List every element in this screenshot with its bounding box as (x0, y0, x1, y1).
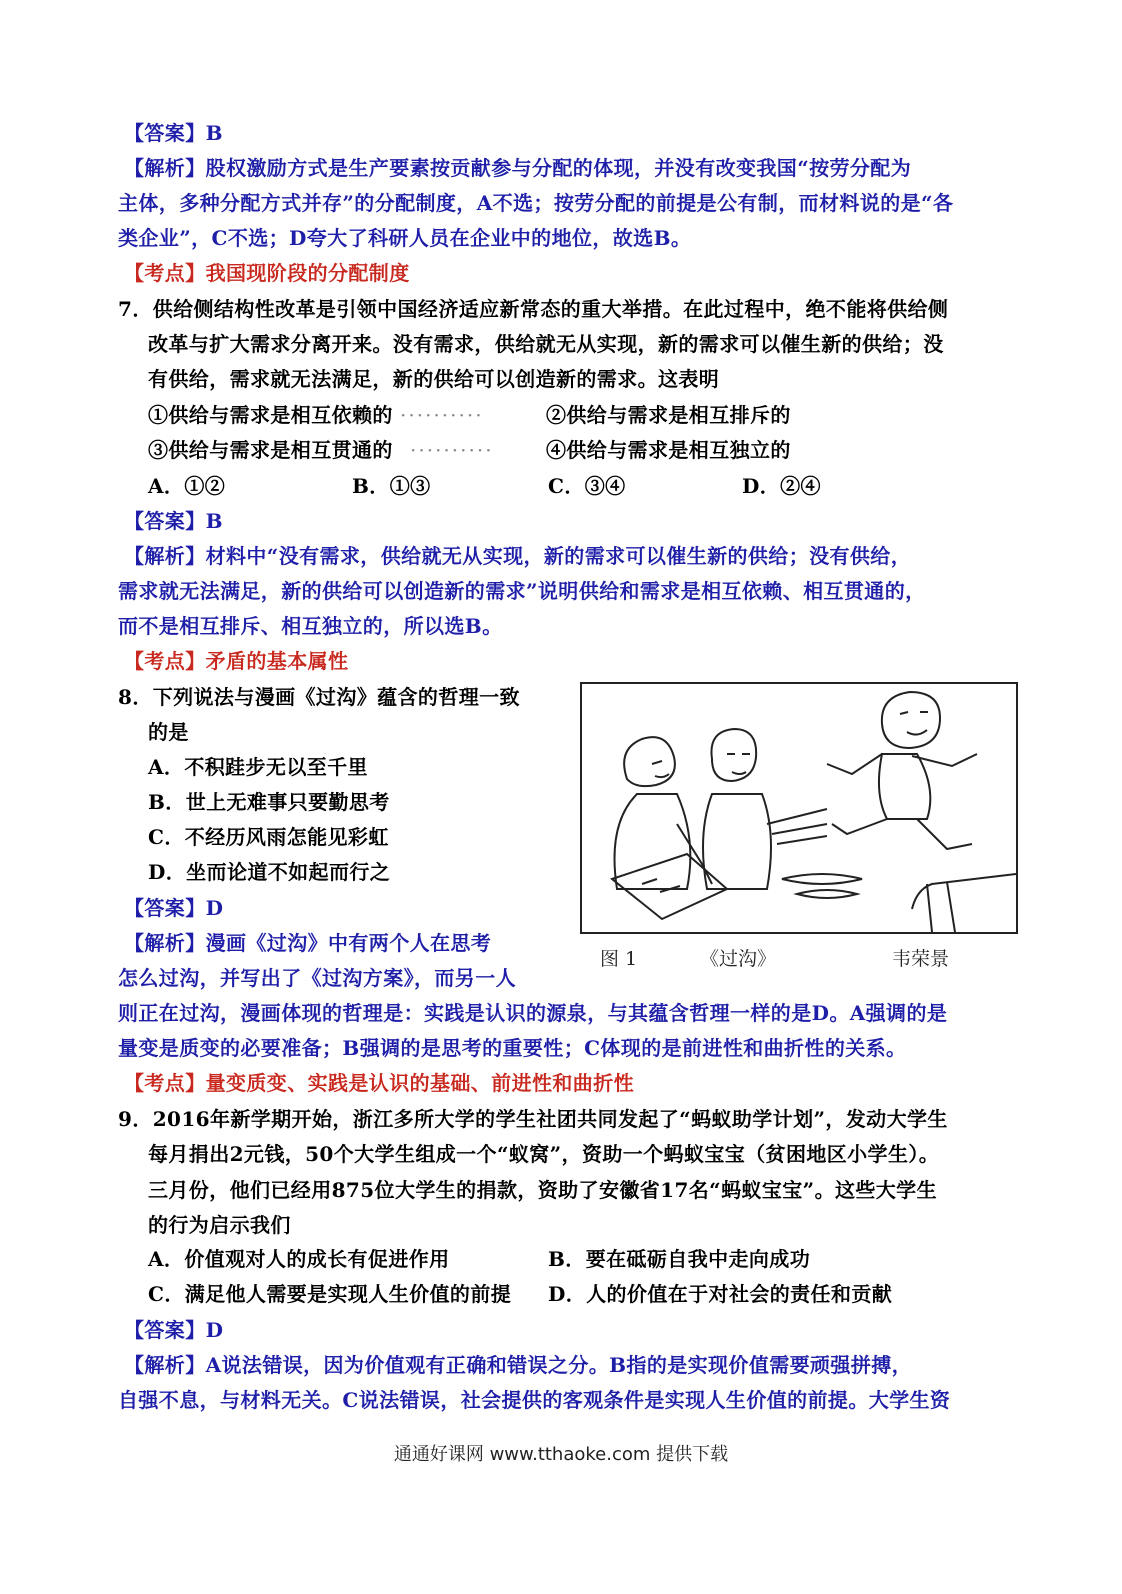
q7-point: 【考点】矛盾的基本属性 (124, 649, 349, 673)
q8-analysis-line-4: 量变是质变的必要准备；B强调的是思考的重要性；C体现的是前进性和曲折性的关系。 (118, 1036, 907, 1060)
q7-option-4: ④供给与需求是相互独立的 (546, 438, 791, 462)
caption-author: 韦荣景 (892, 948, 950, 970)
q6-point: 【考点】我国现阶段的分配制度 (124, 261, 410, 285)
q8-choice-a: A．不积跬步无以至千里 (148, 755, 368, 779)
q9-analysis-line-2: 自强不息，与材料无关。C说法错误，社会提供的客观条件是实现人生价值的前提。大学生资 (118, 1388, 951, 1412)
q6-analysis-line-2: 主体，多种分配方式并存”的分配制度，A不选；按劳分配的前提是公有制，而材料说的是“各 (118, 191, 954, 215)
q6-answer: 【答案】B (124, 121, 223, 145)
q9-stem-line-2: 每月捐出2元钱，50个大学生组成一个“蚁窝”，资助一个蚂蚁宝宝（贫困地区小学生）。 (148, 1142, 940, 1166)
q7-option-3: ③供给与需求是相互贯通的 (148, 438, 393, 462)
caption-figure-number: 图 1 (600, 948, 638, 970)
q9-choice-d: D．人的价值在于对社会的责任和贡献 (548, 1282, 893, 1306)
q9-stem-line-1: 9．2016年新学期开始，浙江多所大学的学生社团共同发起了“蚂蚁助学计划”，发动大学生 (118, 1107, 948, 1131)
q6-analysis-line-1: 【解析】股权激励方式是生产要素按贡献参与分配的体现，并没有改变我国“按劳分配为 (124, 156, 912, 180)
q9-stem-line-4: 的行为启示我们 (148, 1213, 291, 1237)
dot-leader: ·········· (410, 438, 494, 462)
q9-choice-b: B．要在砥砺自我中走向成功 (548, 1247, 811, 1271)
q7-choice-d: D．②④ (742, 474, 821, 498)
q8-analysis-line-1: 【解析】漫画《过沟》中有两个人在思考 (124, 931, 492, 955)
q8-stem-line-2: 的是 (148, 720, 189, 744)
cartoon-caption (600, 944, 1000, 974)
q7-stem-line-3: 有供给，需求就无法满足，新的供给可以创造新的需求。这表明 (148, 367, 720, 391)
q8-choice-c: C．不经历风雨怎能见彩虹 (148, 825, 389, 849)
q7-choice-c: C．③④ (548, 474, 626, 498)
q7-choice-b: B．①③ (352, 474, 431, 498)
q7-answer: 【答案】B (124, 509, 223, 533)
q7-analysis-line-1: 【解析】材料中“没有需求，供给就无从实现，新的需求可以催生新的供给；没有供给， (124, 544, 912, 568)
cartoon-image (580, 682, 1018, 934)
page-footer: 通通好课网 www.tthaoke.com 提供下载 (393, 1444, 729, 1465)
q7-analysis-line-2: 需求就无法满足，新的供给可以创造新的需求”说明供给和需求是相互依赖、相互贯通的， (118, 579, 926, 603)
q9-choice-c: C．满足他人需要是实现人生价值的前提 (148, 1282, 512, 1306)
q8-choice-d: D．坐而论道不如起而行之 (148, 860, 391, 884)
q8-analysis-line-2: 怎么过沟，并写出了《过沟方案》，而另一人 (118, 966, 516, 990)
q7-option-2: ②供给与需求是相互排斥的 (546, 403, 791, 427)
q9-choice-a: A．价值观对人的成长有促进作用 (148, 1247, 450, 1271)
q9-stem-line-3: 三月份，他们已经用875位大学生的捐款，资助了安徽省17名“蚂蚁宝宝”。这些大学生 (148, 1178, 937, 1202)
q9-answer: 【答案】D (124, 1318, 224, 1342)
q9-analysis-line-1: 【解析】A说法错误，因为价值观有正确和错误之分。B指的是实现价值需要顽强拼搏， (124, 1353, 913, 1377)
caption-title: 《过沟》 (700, 948, 777, 970)
q6-analysis-line-3: 类企业”，C不选；D夸大了科研人员在企业中的地位，故选B。 (118, 226, 692, 250)
q7-stem-line-2: 改革与扩大需求分离开来。没有需求，供给就无从实现，新的需求可以催生新的供给；没 (148, 332, 944, 356)
q8-point: 【考点】量变质变、实践是认识的基础、前进性和曲折性 (124, 1071, 634, 1095)
q8-analysis-line-3: 则正在过沟，漫画体现的哲理是：实践是认识的源泉，与其蕴含哲理一样的是D。A强调的是 (118, 1001, 948, 1025)
q8-stem-line-1: 8．下列说法与漫画《过沟》蕴含的哲理一致 (118, 685, 520, 709)
q8-answer: 【答案】D (124, 896, 224, 920)
q7-choice-a: A．①② (148, 474, 226, 498)
q7-stem-line-1: 7．供给侧结构性改革是引领中国经济适应新常态的重大举措。在此过程中，绝不能将供给侧 (118, 297, 949, 321)
dot-leader: ·········· (400, 403, 484, 427)
q8-choice-b: B．世上无难事只要勤思考 (148, 790, 390, 814)
cartoon-drawing (582, 684, 1016, 932)
q7-option-1: ①供给与需求是相互依赖的 (148, 403, 393, 427)
q7-analysis-line-3: 而不是相互排斥、相互独立的，所以选B。 (118, 614, 503, 638)
